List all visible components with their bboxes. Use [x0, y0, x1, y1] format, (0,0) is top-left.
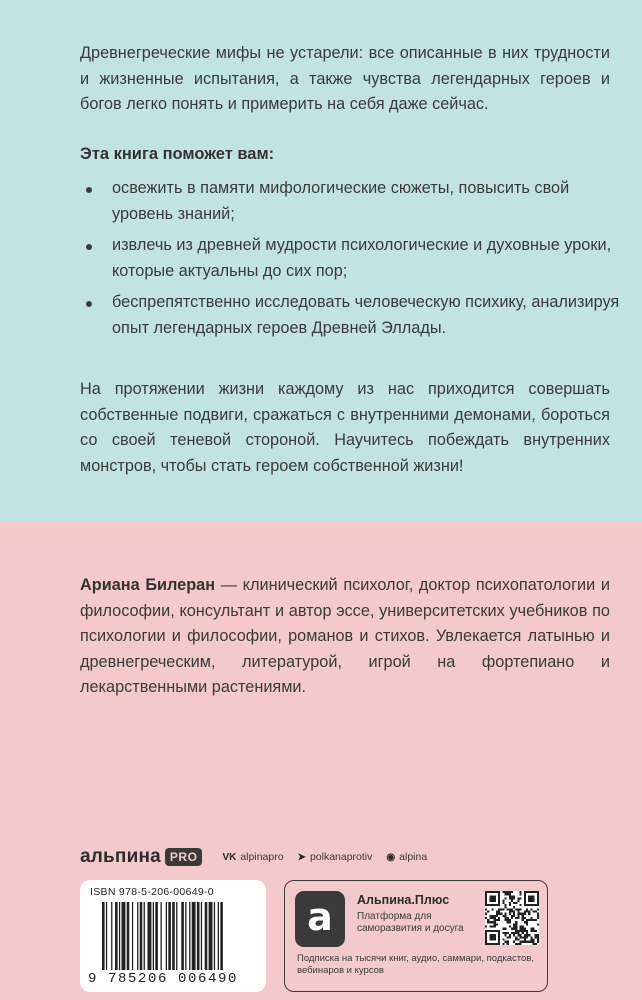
promo-footer: Подписка на тысячи книг, аудио, саммари, подкастов, вебинаров и курсов	[297, 953, 535, 976]
outro-paragraph: На протяжении жизни каждому из нас приходится совершать собственные подвиги, сражаться с внутренними демонами, бороться со своей теневой стороной. Научитесь побеждать внутренних монстров, чтобы стать героем собственной жизни!	[80, 380, 610, 475]
qr-code-icon[interactable]	[485, 891, 539, 945]
social-telegram[interactable]	[298, 851, 373, 863]
promo-title: Альпина.Плюс	[357, 893, 450, 907]
social-handle: alpina	[399, 851, 428, 863]
social-handle: polkanaprotiv	[309, 851, 373, 863]
bullet-icon	[86, 301, 92, 307]
social-instagram[interactable]	[386, 851, 427, 863]
helps-heading: Эта книга поможет вам:	[80, 145, 275, 163]
app-icon: а	[295, 891, 345, 947]
instagram-icon: ◉	[386, 851, 396, 863]
barcode-box	[80, 880, 266, 992]
list-item	[80, 233, 620, 284]
author-name: Ариана Билеран	[80, 576, 216, 594]
pro-badge: PRO	[165, 848, 203, 866]
list-item	[80, 176, 620, 227]
benefits-list	[80, 176, 620, 347]
telegram-icon: ➤	[297, 851, 306, 863]
vk-icon: VK	[222, 851, 237, 863]
publisher-logo: альпина	[80, 846, 161, 867]
social-vk[interactable]	[222, 851, 283, 863]
author-description: — клинический психолог, доктор психопатологии и философии, консультант и автор эссе, университетских учебников по психологии и философии, романов и стихов. Увлекается латынью и древнегреческим, литературой, игрой на фортепиано и лекарственными растениями.	[80, 576, 610, 696]
promo-subtitle: Платформа для саморазвития и досуга	[357, 911, 464, 934]
author-bio	[80, 573, 610, 701]
intro-paragraph: Древнегреческие мифы не устарели: все описанные в них трудности и жизненные испытания, а также чувства легендарных героев и богов легко понять и примерить на себя даже сейчас.	[80, 44, 610, 113]
isbn-label: ISBN 978-5-206-00649-0	[90, 886, 214, 898]
list-item-label: освежить в памяти мифологические сюжеты, повысить свой уровень знаний;	[112, 179, 570, 223]
list-item	[80, 290, 620, 341]
publisher-row	[80, 845, 620, 869]
social-handle: alpinapro	[240, 851, 284, 863]
list-item-label: извлечь из древней мудрости психологические и духовные уроки, которые актуальны до сих пор;	[112, 236, 612, 280]
bullet-icon	[86, 187, 92, 193]
bullet-icon	[86, 244, 92, 250]
barcode-icon	[102, 902, 258, 970]
promo-box	[284, 880, 548, 992]
barcode-digits: 9 785206 006490	[88, 971, 239, 987]
list-item-label: беспрепятственно исследовать человеческую психику, анализируя опыт легендарных героев Древней Эллады.	[112, 293, 620, 337]
